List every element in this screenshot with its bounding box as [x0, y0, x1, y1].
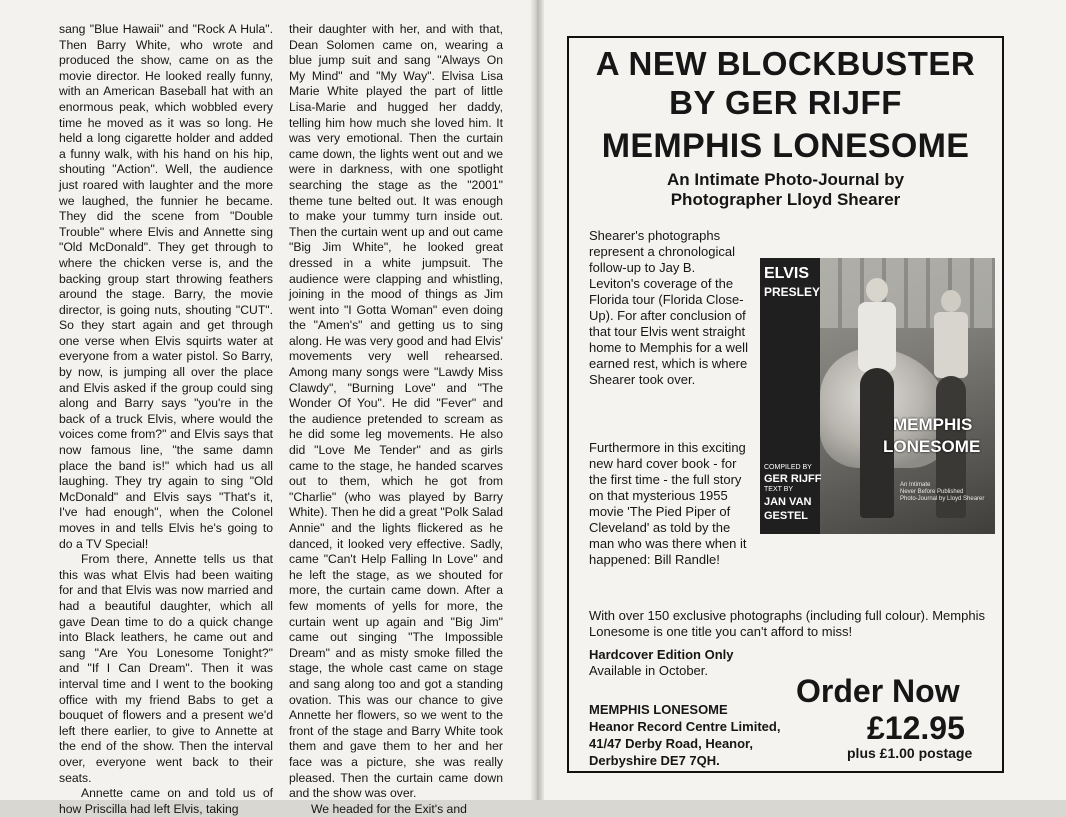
cover-photo-figure [858, 302, 896, 372]
article-column-2 [289, 22, 503, 817]
price: £12.95 [867, 710, 965, 746]
ad-book-title: MEMPHIS LONESOME [601, 127, 970, 165]
cover-title: LONESOME [883, 437, 981, 456]
ad-headline: BY GER RIJFF [669, 84, 902, 121]
ad-subheadline: Photographer Lloyd Shearer [670, 190, 901, 209]
order-address: 41/47 Derby Road, Heanor, [589, 736, 754, 751]
spine-credit: TEXT BY [764, 486, 794, 493]
order-address: MEMPHIS LONESOME [589, 702, 728, 717]
spine-credit: COMPILED BY [764, 464, 812, 471]
cover-photo-figure [866, 278, 888, 302]
postage-note: plus £1.00 postage [847, 745, 973, 761]
edition-heading: Hardcover Edition Only [589, 647, 734, 662]
order-address: Derbyshire DE7 7QH. [589, 753, 720, 768]
order-address: Heanor Record Centre Limited, [589, 719, 781, 734]
cover-photo-figure [941, 290, 961, 312]
spine-credit: GER RIJFF [764, 473, 822, 485]
article-paragraph: sang "Blue Hawaii" and "Rock A Hula". Then Barry White, who wrote and produced the show, came on as the movie director. He looked really funny, with an American Baseball hat with an enormous peak, which wobbled every time he moved as it was so long. He held a long cigarette holder and added a funny walk, with his hand on his hip, shouting "Action". Well, the audience just roared with laughter and the more we laughed, the funnier he became. They did the scene from "Double Trouble" where Elvis and Annette sing "Old McDonald". They get through to where the chicken verse is, and the backing group start throwing feathers around the stage. Barry, the movie director, is going nuts, shouting "CUT". So they start again and get through one verse when Elvis squirts water at everyone from a water pistol. So Barry, by now, is jumping all over the place and Elvis asked if the group could sing along and Barry says "you're in the back of a truck Elvis, where would the voices come from?" and Elvis says that now famous line, "the same damn place the band is!" which had us all laughing. They try again to sing "Old McDonald" and Elvis says "That's it, I've had enough", when the Colonel moves in and tells Elvis he's going to do a TV Special! [59, 22, 273, 551]
article-paragraph: Annette came on and told us of how Priscilla had left Elvis, taking [59, 786, 273, 816]
spine-title: PRESLEY [764, 285, 821, 299]
ad-description: Furthermore in this exciting new hard cover book - for the first time - the full story on that mysterious 1955 movie 'The Pied Piper of Cleveland' as told by the man who was there when it happened: Bill Randle! [589, 440, 747, 567]
ad-headline: A NEW BLOCKBUSTER [595, 45, 976, 82]
article-paragraph: We headed for the Exit's and [311, 801, 467, 816]
spine-credit: JAN VAN [764, 496, 812, 508]
ad-subheadline: An Intimate Photo-Journal by [666, 170, 905, 189]
spine-title: ELVIS [764, 265, 810, 282]
advertisement-box [567, 36, 1004, 773]
order-now-heading: Order Now [796, 673, 960, 709]
cover-subtitle: Never Before Published [900, 489, 964, 495]
cover-title: MEMPHIS [893, 415, 973, 434]
book-gutter [530, 0, 544, 800]
cover-photo-building [820, 258, 995, 328]
cover-subtitle: An Intimate [900, 482, 931, 488]
ad-description: With over 150 exclusive photographs (including full colour). Memphis Lonesome is one title you can't afford to miss! [589, 608, 985, 639]
edition-availability: Available in October. [589, 663, 708, 678]
article-paragraph: their daughter with her, and with that, Dean Solomen came on, wearing a blue jump suit and sang "Always On My Mind" and "My Way". Elvisa Lisa Marie White played the part of little Lisa-Marie and hugged her daddy, telling him how much she loved him. It was very emotional. Then the curtain came down, the lights went out and we were in darkness, with one spotlight searching the stage as the "2001" theme tune belted out. It was enough to make your tummy turn inside out. Then the curtain went up and out came "Big Jim White", he looked great dressed in a white jumpsuit. The audience were clapping and whistling, joining in the mood of things as Jim went into "I Gotta Woman" even doing the "Amen's" and getting us to sing along. He was very good and had Elvis' movements very well rehearsed. Among many songs were "Lawdy Miss Clawdy", "Burning Love" and "The Wonder Of You". He did "Fever" and the audience pretended to scream as he did some leg movements. He also did "Love Me Tender" and as girls came to the stage, he handed scarves out to them, which he got from "Charlie" (who was played by Barry White). Then he did a great "Polk Salad Annie" and the lights flickered as he danced, it looked very effective. Sadly, came "Can't Help Falling In Love" and he left the stage, as we shouted for more, the curtain came down. After a few moments of yells for more, the curtain went up again and "Big Jim" came out singing "The Impossible Dream" and as misty smoke filled the stage, the whole cast came on stage and sang along too and got a standing ovation. This was our chance to give Annette her flowers, so we went to the front of the stage and Barry White took them and gave them to her and her face was a picture, she was really pleased. Then the curtain came down and the show was over. [289, 22, 503, 801]
cover-subtitle: Photo-Journal by Lloyd Shearer [900, 496, 985, 502]
cover-photo-figure [934, 312, 968, 378]
article-paragraph: From there, Annette tells us that this was what Elvis had been waiting for and that Elvis was now married and had a beautiful daughter, which all gave Dean time to do a quick change into Black leathers, he came out and sang "Are You Lonesome Tonight?" and "If I Can Dream". Then it was interval time and I went to the booking office with my friend Babs to get a bouquet of flowers and a present we'd left there earlier, to give to Annette at the end of the show. Then the interval over, everyone went back to their seats. [59, 552, 273, 785]
spine-credit: GESTEL [764, 510, 809, 522]
book-cover-image [760, 258, 995, 534]
ad-description: Shearer's photographs represent a chronological follow-up to Jay B. Leviton's coverage of the Florida tour (Florida Close-Up). For after conclusion of that tour Elvis went straight home to Memphis for a well earned rest, which is where Shearer took over. [589, 228, 748, 387]
article-column-1 [59, 22, 273, 817]
